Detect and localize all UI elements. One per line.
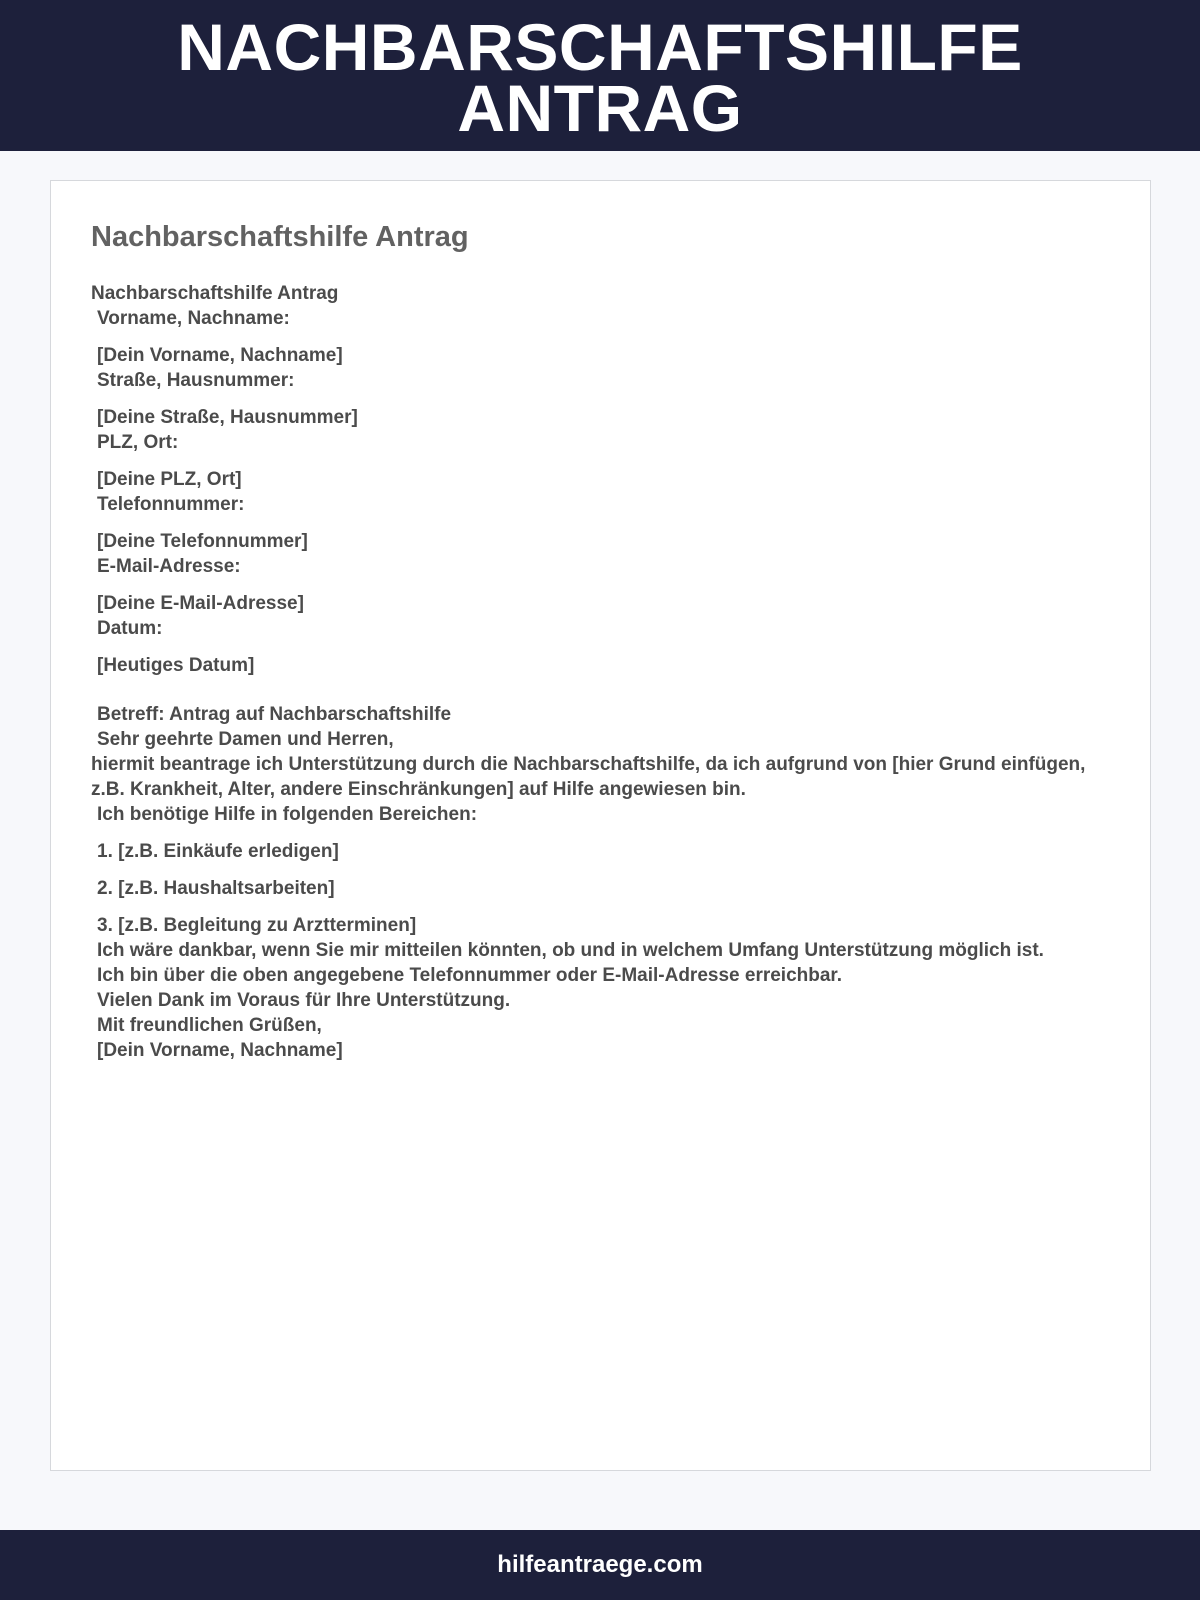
field-value-name: [Dein Vorname, Nachname] [97,345,343,366]
needs-intro: Ich benötige Hilfe in folgenden Bereichen: [97,804,478,825]
needs-item-2: 2. [z.B. Haushaltsarbeiten] [97,878,335,899]
field-label-name: Vorname, Nachname: [97,308,290,329]
field-label-date: Datum: [97,618,163,639]
field-label-street: Straße, Hausnummer: [97,370,295,391]
field-value-email: [Deine E-Mail-Adresse] [97,593,304,614]
needs-item-3: 3. [z.B. Begleitung zu Arztterminen] [97,915,417,936]
document-heading: Nachbarschaftshilfe Antrag [91,283,339,304]
page-footer [0,1530,1200,1600]
field-label-zip-city: PLZ, Ort: [97,432,179,453]
field-value-phone: [Deine Telefonnummer] [97,531,308,552]
field-label-email: E-Mail-Adresse: [97,556,241,577]
field-value-date: [Heutiges Datum] [97,655,255,676]
needs-item-1: 1. [z.B. Einkäufe erledigen] [97,841,339,862]
field-label-phone: Telefonnummer: [97,494,245,515]
document-card [50,180,1151,1471]
intro-paragraph: hiermit beantrage ich Unterstützung durch die Nachbarschaftshilfe, da ich aufgrund von [hier Grund einfügen, z.B. Krankheit, Alter, andere Einschränkungen] auf Hilfe angewiesen bin. [91,754,1086,800]
field-value-zip-city: [Deine PLZ, Ort] [97,469,242,490]
footer-site-link[interactable]: hilfeantraege.com [497,1551,703,1578]
page-header [0,0,1200,151]
closing-request: Ich wäre dankbar, wenn Sie mir mitteilen könnten, ob und in welchem Umfang Unterstützung möglich ist. [97,940,1044,961]
header-title-line-2: ANTRAG [457,70,743,145]
header-title-line-1: NACHBARSCHAFTSHILFE [177,9,1023,84]
document-body [91,281,1111,1063]
subject-line: Betreff: Antrag auf Nachbarschaftshilfe [97,704,452,725]
document-title: Nachbarschaftshilfe Antrag [91,221,469,253]
salutation: Sehr geehrte Damen und Herren, [97,729,394,750]
closing-contact: Ich bin über die oben angegebene Telefonnummer oder E-Mail-Adresse erreichbar. [97,965,843,986]
closing-thanks: Vielen Dank im Voraus für Ihre Unterstützung. [97,990,511,1011]
closing-signature: [Dein Vorname, Nachname] [97,1040,343,1061]
field-value-street: [Deine Straße, Hausnummer] [97,407,358,428]
closing-greeting: Mit freundlichen Grüßen, [97,1015,322,1036]
